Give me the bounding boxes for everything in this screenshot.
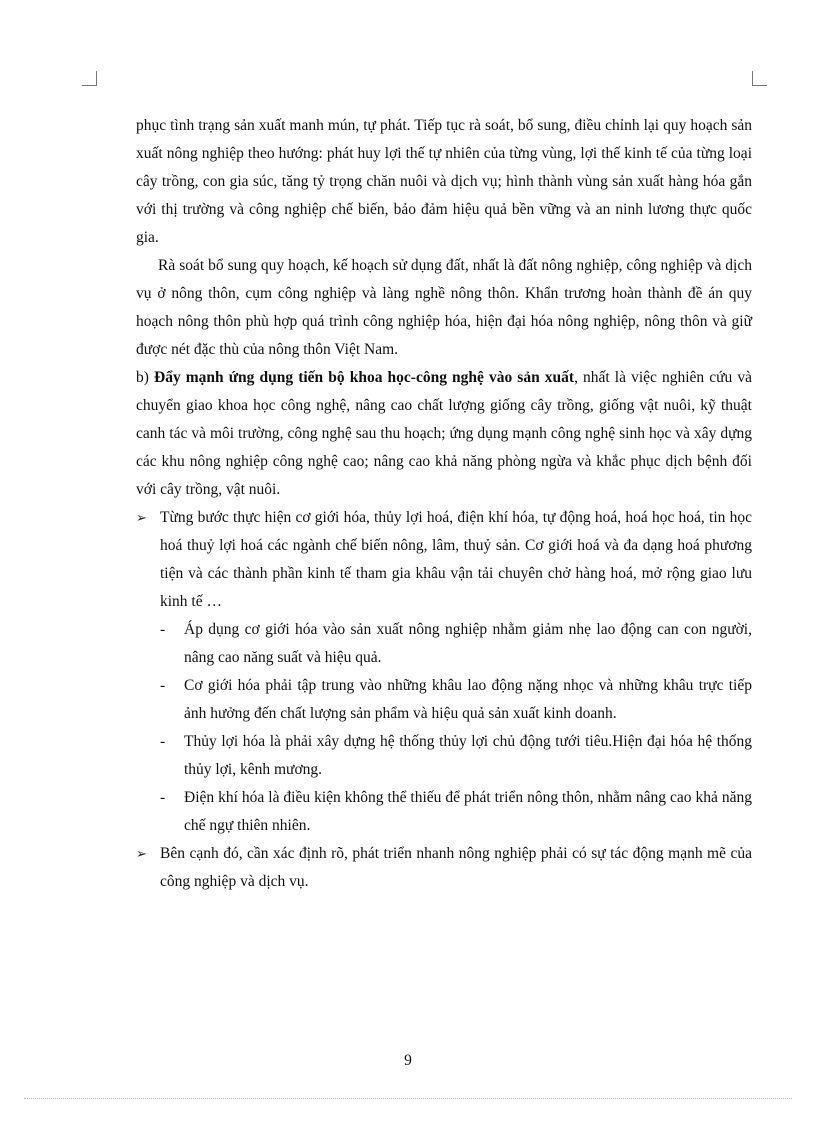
sub-item-4-text: Điện khí hóa là điều kiện không thể thiếu để phát triển nông thôn, nhằm nâng cao khả năng chế ngự thiên nhiên. [184, 789, 752, 834]
bullet-item-1-text: Từng bước thực hiện cơ giới hóa, thủy lợi hoá, điện khí hóa, tự động hoá, hoá học hoá, tin học hoá thuỷ lợi hoá các ngành chế biến nông, lâm, thuỷ sản. Cơ giới hoá và đa dạng hoá phương tiện và các thành phần kinh tế tham gia khâu vận tải chuyên chở hàng hoá, mở rộng giao lưu kinh tế … [160, 509, 752, 610]
crop-mark-top-left [82, 71, 97, 86]
paragraph-3 [136, 364, 752, 504]
paragraph-3-prefix: b) [136, 369, 154, 386]
sub-item-4 [136, 784, 752, 840]
sub-item-3 [136, 728, 752, 784]
sub-item-1-text: Áp dụng cơ giới hóa vào sản xuất nông nghiệp nhằm giảm nhẹ lao động can con người, nâng cao năng suất và hiệu quả. [184, 621, 752, 666]
arrow-bullet-icon: ➢ [136, 846, 147, 861]
page-number: 9 [404, 1052, 412, 1069]
dash-marker: - [160, 733, 166, 750]
dash-marker: - [160, 677, 166, 694]
sub-item-3-text: Thủy lợi hóa là phải xây dựng hệ thống thủy lợi chủ động tưới tiêu.Hiện đại hóa hệ thống thủy lợi, kênh mương. [184, 733, 752, 778]
bullet-item-1 [136, 504, 752, 616]
bullet-item-2 [136, 840, 752, 896]
paragraph-3-body: , nhất là việc nghiên cứu và chuyển giao khoa học công nghệ, nâng cao chất lượng giống cây trồng, giống vật nuôi, kỹ thuật canh tác và môi trường, công nghệ sau thu hoạch; ứng dụng mạnh công nghệ sinh học và xây dựng các khu nông nghiệp công nghệ cao; nâng cao khả năng phòng ngừa và khắc phục dịch bệnh đối với cây trồng, vật nuôi. [136, 369, 752, 498]
sub-item-2 [136, 672, 752, 728]
dash-marker: - [160, 789, 166, 806]
document-body [136, 112, 752, 896]
sub-item-1 [136, 616, 752, 672]
paragraph-3-heading: Đẩy mạnh ứng dụng tiến bộ khoa học-công nghệ vào sản xuất [154, 369, 575, 386]
bullet-item-2-text: Bên cạnh đó, cần xác định rõ, phát triển nhanh nông nghiệp phải có sự tác động mạnh mẽ của công nghiệp và dịch vụ. [160, 845, 752, 890]
crop-mark-top-right [752, 71, 767, 86]
paragraph-2: Rà soát bổ sung quy hoạch, kế hoạch sử dụng đất, nhất là đất nông nghiệp, công nghiệp và dịch vụ ở nông thôn, cụm công nghiệp và làng nghề nông thôn. Khẩn trương hoàn thành đề án quy hoạch nông thôn phù hợp quá trình công nghiệp hóa, hiện đại hóa nông nghiệp, nông thôn và giữ được nét đặc thù của nông thôn Việt Nam. [136, 257, 752, 358]
arrow-bullet-icon: ➢ [136, 510, 147, 525]
footer-divider [24, 1098, 792, 1099]
sub-list [136, 616, 752, 840]
paragraph-1: phục tình trạng sản xuất manh mún, tự phát. Tiếp tục rà soát, bổ sung, điều chỉnh lại quy hoạch sản xuất nông nghiệp theo hướng: phát huy lợi thế tự nhiên của từng vùng, lợi thế kinh tế của từng loại cây trồng, con gia súc, tăng tỷ trọng chăn nuôi và dịch vụ; hình thành vùng sản xuất hàng hóa gắn với thị trường và công nghiệp chế biến, bảo đảm hiệu quả bền vững và an ninh lương thực quốc gia. [136, 117, 752, 246]
sub-item-2-text: Cơ giới hóa phải tập trung vào những khâu lao động nặng nhọc và những khâu trực tiếp ảnh hưởng đến chất lượng sản phẩm và hiệu quả sản xuất kinh doanh. [184, 677, 752, 722]
dash-marker: - [160, 621, 166, 638]
